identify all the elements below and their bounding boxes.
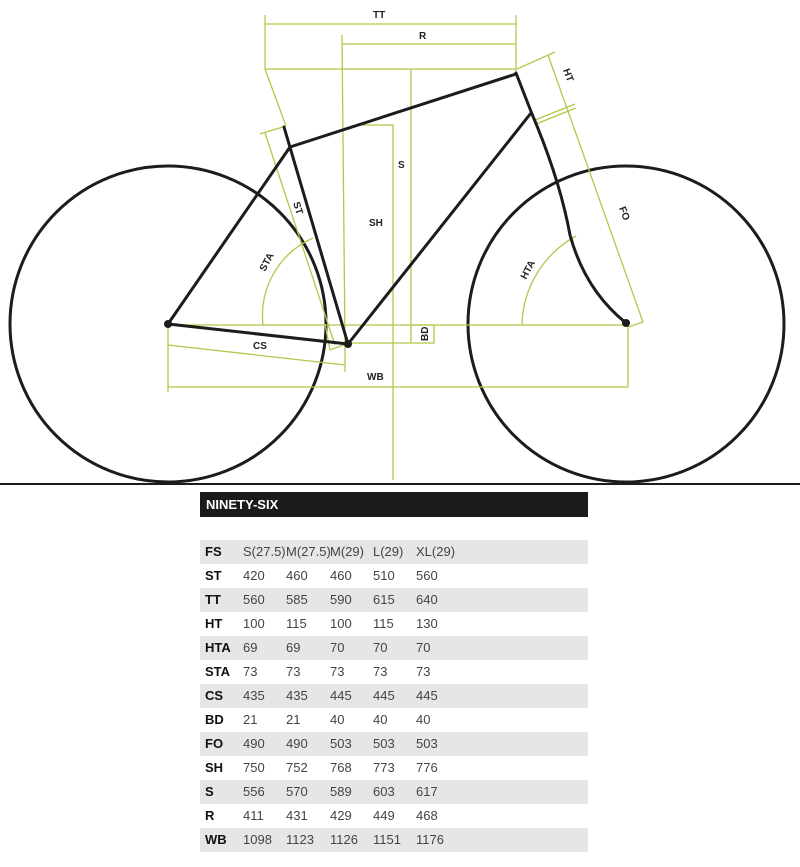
row-value: 615	[373, 592, 395, 607]
label-fo: FO	[616, 205, 632, 223]
label-sh: SH	[369, 218, 383, 229]
row-value: 445	[416, 688, 438, 703]
row-value: XL(29)	[416, 544, 456, 559]
table-row	[200, 804, 588, 828]
row-value: 589	[330, 784, 352, 799]
row-value: 510	[373, 568, 395, 583]
row-value: 490	[243, 736, 265, 751]
label-sta: STA	[257, 251, 277, 274]
row-value: 560	[243, 592, 265, 607]
table-row	[200, 756, 588, 780]
row-value: 768	[330, 760, 352, 775]
row-value: 115	[286, 616, 307, 631]
table-row	[200, 612, 588, 636]
row-value: 420	[243, 568, 265, 583]
table-row	[200, 564, 588, 588]
row-value: 585	[286, 592, 308, 607]
row-key: TT	[205, 592, 221, 607]
row-value: 603	[373, 784, 395, 799]
row-value: 73	[373, 664, 388, 679]
row-value: 1126	[330, 832, 358, 847]
row-value: 73	[416, 664, 431, 679]
label-cs: CS	[253, 341, 267, 352]
row-value: 503	[373, 736, 395, 751]
row-value: 1123	[286, 832, 314, 847]
row-key: WB	[205, 832, 227, 847]
row-value: 73	[330, 664, 345, 679]
geometry-table	[200, 492, 588, 852]
label-s: S	[398, 160, 405, 171]
row-value: 431	[286, 808, 308, 823]
label-st: ST	[290, 200, 305, 217]
row-value: 460	[330, 568, 352, 583]
row-value: 776	[416, 760, 438, 775]
row-value: 449	[373, 808, 395, 823]
row-value: 40	[373, 712, 388, 727]
row-value: 445	[373, 688, 395, 703]
row-value: 617	[416, 784, 438, 799]
row-key: FS	[205, 544, 222, 559]
table-row	[200, 684, 588, 708]
row-value: 435	[243, 688, 265, 703]
label-bd: BD	[420, 326, 431, 341]
row-key: SH	[205, 760, 224, 775]
row-value: 130	[416, 616, 438, 631]
table-row	[200, 732, 588, 756]
row-value: 503	[330, 736, 352, 751]
row-value: 490	[286, 736, 308, 751]
row-key: STA	[205, 664, 231, 679]
row-key: HTA	[205, 640, 231, 655]
row-key: R	[205, 808, 215, 823]
row-value: 70	[330, 640, 345, 655]
row-value: 73	[243, 664, 258, 679]
table-row	[200, 780, 588, 804]
row-value: 445	[330, 688, 352, 703]
row-value: 556	[243, 784, 265, 799]
row-value: 73	[286, 664, 301, 679]
row-value: 435	[286, 688, 308, 703]
row-key: CS	[205, 688, 224, 703]
table-row	[200, 636, 588, 660]
row-value: 503	[416, 736, 438, 751]
row-value: 752	[286, 760, 308, 775]
label-r: R	[419, 31, 427, 42]
row-value: 590	[330, 592, 352, 607]
row-value: 40	[416, 712, 431, 727]
row-value: M(27.5)	[286, 544, 331, 559]
row-value: 21	[243, 712, 258, 727]
row-value: 468	[416, 808, 438, 823]
row-value: 69	[243, 640, 258, 655]
row-value: 70	[416, 640, 431, 655]
label-tt: TT	[373, 10, 386, 21]
row-key: FO	[205, 736, 224, 751]
row-value: 773	[373, 760, 395, 775]
label-ht: HT	[560, 67, 576, 84]
row-value: M(29)	[330, 544, 364, 559]
table-row	[200, 588, 588, 612]
row-value: 70	[373, 640, 388, 655]
row-value: S(27.5)	[243, 544, 286, 559]
row-value: 640	[416, 592, 438, 607]
row-value: 100	[243, 616, 265, 631]
row-key: BD	[205, 712, 224, 727]
row-value: 21	[286, 712, 301, 727]
row-key: HT	[205, 616, 223, 631]
row-value: 570	[286, 784, 308, 799]
row-value: 411	[243, 808, 264, 823]
label-wb: WB	[367, 372, 384, 383]
row-value: L(29)	[373, 544, 404, 559]
label-hta: HTA	[518, 258, 538, 282]
row-value: 69	[286, 640, 301, 655]
row-key: ST	[205, 568, 222, 583]
table-row	[200, 540, 588, 564]
dimension-lines	[168, 15, 643, 480]
row-value: 115	[373, 616, 394, 631]
table-row	[200, 660, 588, 684]
row-key: S	[205, 784, 214, 799]
row-value: 1098	[243, 832, 272, 847]
table-title: NINETY-SIX	[200, 492, 588, 517]
row-value: 429	[330, 808, 352, 823]
row-value: 40	[330, 712, 345, 727]
table-row	[200, 708, 588, 732]
table-row	[200, 828, 588, 852]
row-value: 1176	[416, 832, 444, 847]
row-value: 1151	[373, 832, 401, 847]
row-value: 750	[243, 760, 265, 775]
row-value: 560	[416, 568, 438, 583]
row-value: 460	[286, 568, 308, 583]
row-value: 100	[330, 616, 352, 631]
